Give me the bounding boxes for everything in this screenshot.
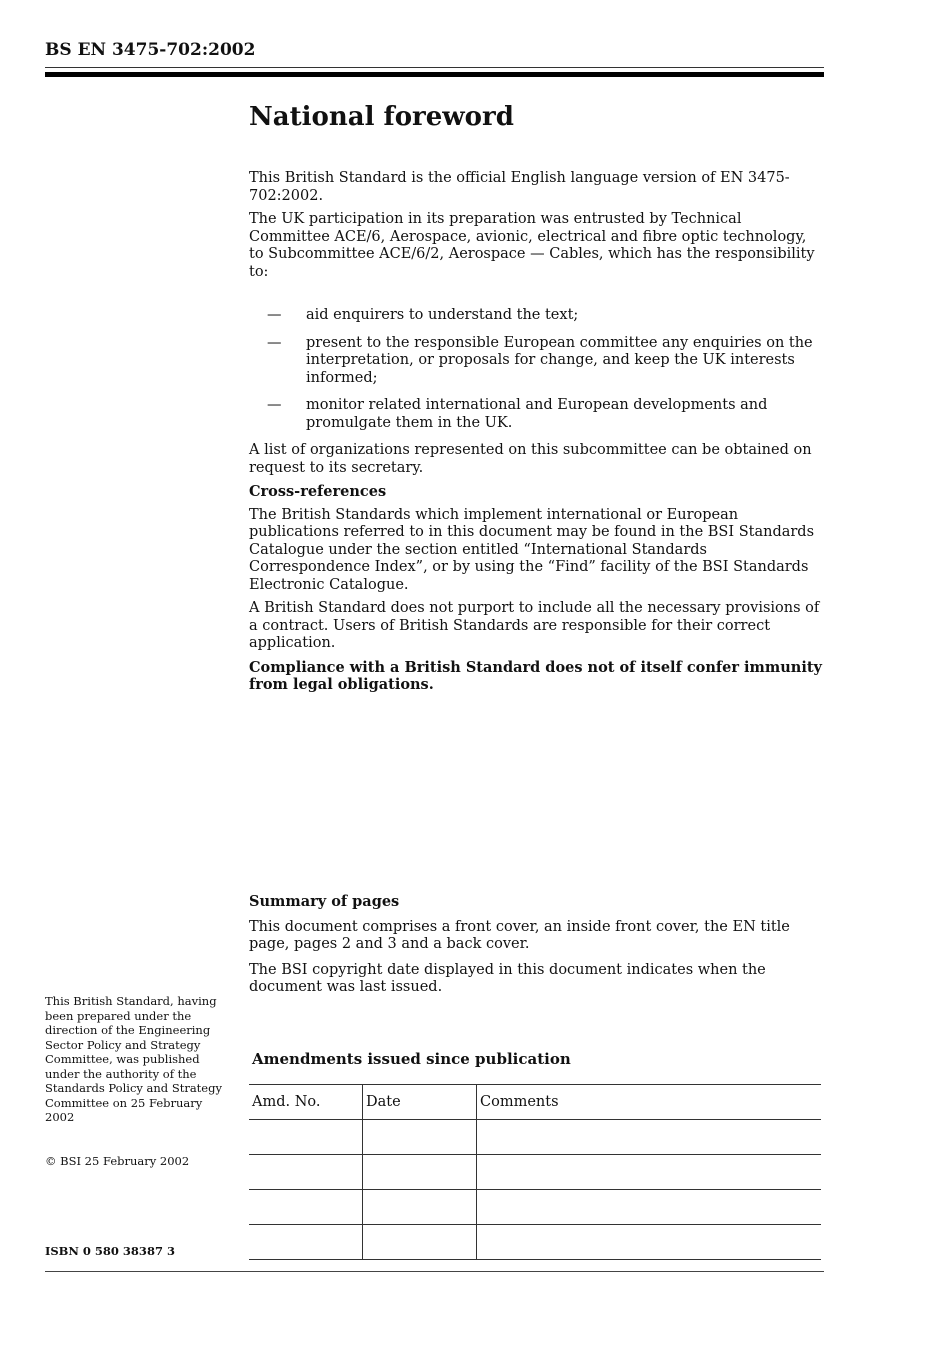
table-cell [477, 1155, 822, 1190]
list-item-text: present to the responsible European committee any enquiries on the interpretation, or proposals for change, and keep the UK interests informed; [306, 334, 813, 386]
table-header-row [249, 1085, 821, 1120]
table-cell [363, 1225, 477, 1260]
table-cell [249, 1120, 363, 1155]
dash-bullet: — [267, 307, 282, 323]
table-row [249, 1190, 821, 1225]
cross-references-paragraph: The British Standards which implement international or European publications referred to in this document may be found in the BSI Standards Catalogue under the section entitled “International Standards Correspondence Index”, or by using the “Find” facility of the BSI Standards Electronic Catalogue. [249, 506, 815, 593]
table-cell [477, 1225, 822, 1260]
list-item [249, 335, 824, 388]
summary-section [249, 893, 824, 1005]
amendments-title: Amendments issued since publication [252, 1050, 571, 1068]
table-cell [363, 1155, 477, 1190]
column-header-date: Date [363, 1085, 477, 1120]
table-cell [249, 1225, 363, 1260]
table-cell [363, 1120, 477, 1155]
column-header-amd-no: Amd. No. [249, 1085, 363, 1120]
organizations-paragraph: A list of organizations represented on this subcommittee can be obtained on request to its secretary. [249, 442, 812, 476]
document-id: BS EN 3475-702:2002 [45, 40, 256, 60]
list-item-text: monitor related international and European developments and promulgate them in the UK. [306, 397, 768, 431]
responsibility-list [249, 307, 824, 432]
isbn: ISBN 0 580 38387 3 [45, 1244, 175, 1258]
main-content [249, 100, 824, 700]
column-header-comments: Comments [477, 1085, 822, 1120]
amendments-table [249, 1084, 821, 1260]
list-item-text: aid enquirers to understand the text; [306, 307, 579, 323]
intro-paragraph: This British Standard is the official English language version of EN 3475-702:2002. [249, 170, 790, 204]
copyright-line: © BSI 25 February 2002 [45, 1154, 190, 1168]
publication-note: This British Standard, having been prepared under the direction of the Engineering Sector Policy and Strategy Committee, was published under the authority of the Standards Policy and Strategy Committee on 25 February 2002 [45, 994, 222, 1124]
summary-heading: Summary of pages [249, 893, 400, 910]
compliance-statement: Compliance with a British Standard does not of itself confer immunity from legal obligations. [249, 658, 822, 693]
table-cell [363, 1190, 477, 1225]
copyright-date-paragraph: The BSI copyright date displayed in this document indicates when the document was last issued. [249, 961, 766, 995]
table-cell [249, 1155, 363, 1190]
table-row [249, 1120, 821, 1155]
provisions-paragraph: A British Standard does not purport to include all the necessary provisions of a contract. Users of British Standards are responsible for their correct application. [249, 600, 820, 651]
dash-bullet: — [267, 397, 282, 413]
table-cell [477, 1190, 822, 1225]
list-item [249, 307, 824, 325]
summary-paragraph: This document comprises a front cover, an inside front cover, the EN title page, pages 2 and 3 and a back cover. [249, 918, 790, 952]
cross-references-heading: Cross-references [249, 483, 387, 500]
dash-bullet: — [267, 334, 282, 351]
table-cell [477, 1120, 822, 1155]
table-row [249, 1155, 821, 1190]
page-title: National foreword [249, 102, 514, 132]
header-rule-thin [45, 67, 824, 68]
header-rule-thick [45, 72, 824, 77]
table-cell [249, 1190, 363, 1225]
intro-paragraph: The UK participation in its preparation was entrusted by Technical Committee ACE/6, Aerospace, avionic, electrical and fibre optic technology, to Subcommittee ACE/6/2, Aerospace — Cables, which has the responsibility to: [249, 211, 815, 280]
footer-rule [45, 1271, 824, 1272]
table-row [249, 1225, 821, 1260]
list-item [249, 397, 824, 432]
